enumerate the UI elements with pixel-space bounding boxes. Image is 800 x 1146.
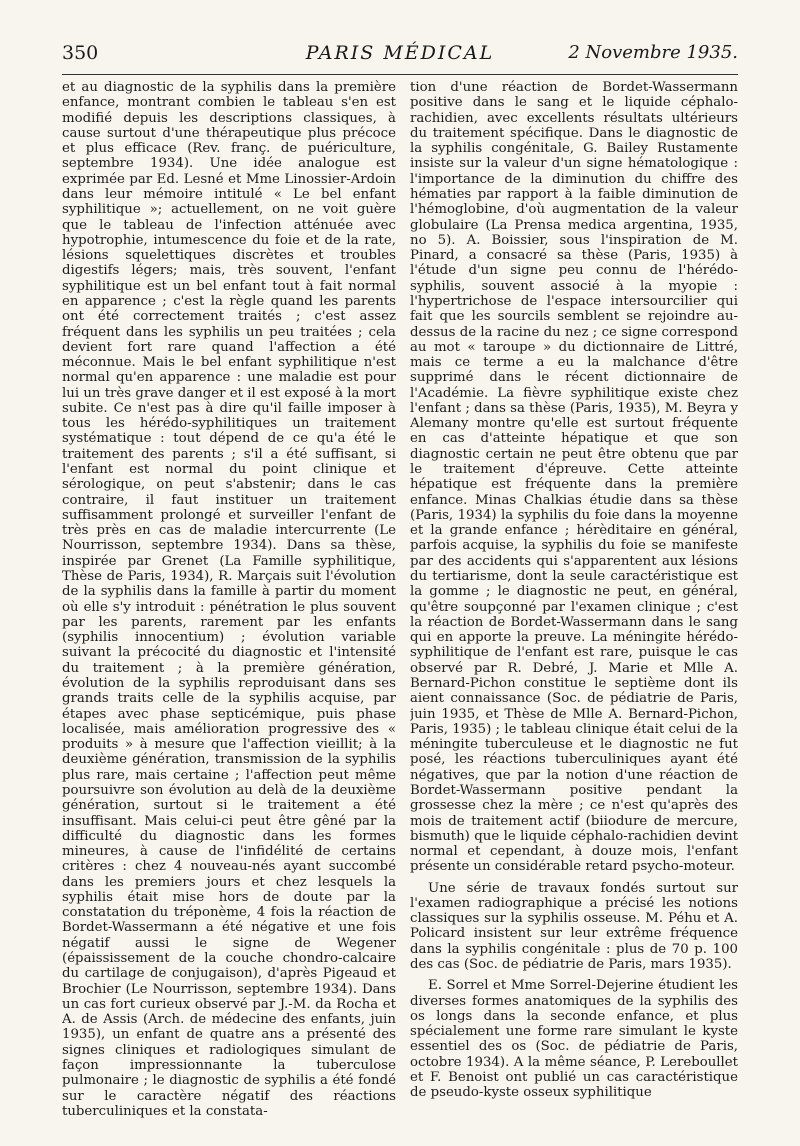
running-title: PARIS MÉDICAL (305, 42, 495, 64)
right-column (410, 80, 738, 1130)
left-column (62, 80, 396, 1130)
paragraph: E. Sorrel et Mme Sorrel-Dejerine étudient les diverses formes anatomiques de la syphilis des os longs dans la seconde enfance, et plus spécialement une forme rare simulant le kyste essentiel des os (Soc. de pédiatrie de Paris, octobre 1934). A la même séance, P. Lereboullet et F. Benoist ont publié un cas caractéristique de pseudo-kyste osseux syphilitique (410, 978, 738, 1101)
paragraph: tion d'une réaction de Bordet-Wassermann positive dans le sang et le liquide céphalo-rachidien, avec excellents résultats ultérieurs du traitement spécifique. Dans le diagnostic de la syphilis congénitale, G. Bailey Rustamente insiste sur la valeur d'un signe hématologique : l'importance de la diminution du chiffre des hématies par rapport à la faible diminution de l'hémoglobine, d'où augmentation de la valeur globulaire (La Prensa medica argentina, 1935, no 5). A. Boissier, sous l'inspiration de M. Pinard, a consacré sa thèse (Paris, 1935) à l'étude d'un signe peu connu de l'hérédo-syphilis, souvent associé à la myopie : l'hypertrichose de l'espace intersourcilier qui fait que les sourcils semblent se rejoindre au-dessus de la racine du nez ; ce signe correspond au mot « taroupe » du dictionnaire de Littré, mais ce terme a eu la malchance d'être supprimé dans le récent dictionnaire de l'Académie. La fièvre syphilitique existe chez l'enfant ; dans sa thèse (Paris, 1935), M. Beyra y Alemany montre qu'elle est surtout fréquente en cas d'atteinte hépatique et que son diagnostic certain ne peut être obtenu que par le traitement d'épreuve. Cette atteinte hépatique est fréquente dans la première enfance. Minas Chalkias étudie dans sa thèse (Paris, 1934) la syphilis du foie dans la moyenne et la grande enfance ; hérèditaire en général, parfois acquise, la syphilis du foie se manifeste par des accidents qui s'apparentent aux lésions du tertiarisme, dont la seule caractéristique est la gomme ; le diagnostic ne peut, en général, qu'être soupçonné par l'examen clinique ; c'est la réaction de Bordet-Wassermann dans le sang qui en apporte la preuve. La méningite hérédo-syphilitique de l'enfant est rare, puisque le cas observé par R. Debré, J. Marie et Mlle A. Bernard-Pichon constitue le septième dont ils aient connaissance (Soc. de pédiatrie de Paris, juin 1935, et Thèse de Mlle A. Bernard-Pichon, Paris, 1935) ; le tableau clinique était celui de la méningite tuberculeuse et le diagnostic ne fut posé, les réactions tuberculiniques ayant été négatives, que par la notion d'une réaction de Bordet-Wassermann positive pendant la grossesse chez la mère ; ce n'est qu'après des mois de traitement actif (biiodure de mercure, bismuth) que le liquide céphalo-rachidien devint normal et cependant, à douze mois, l'enfant présente un considérable retard psycho-moteur. (410, 80, 738, 875)
page-header (62, 40, 738, 75)
page-number: 350 (62, 42, 99, 64)
paragraph: Une série de travaux fondés surtout sur l'examen radiographique a précisé les notions classiques sur la syphilis osseuse. M. Péhu et A. Policard insistent sur leur extrême fréquence dans la syphilis congénitale : plus de 70 p. 100 des cas (Soc. de pédiatrie de Paris, mars 1935). (410, 880, 738, 973)
issue-date: 2 Novembre 1935. (568, 42, 738, 63)
paragraph: et au diagnostic de la syphilis dans la première enfance, montrant combien le tableau s'en est modifié depuis les descriptions classiques, à cause surtout d'une thérapeutique plus précoce et plus efficace (Rev. franç. de puériculture, septembre 1934). Une idée analogue est exprimée par Ed. Lesné et Mme Linossier-Ardoin dans leur mémoire intitulé « Le bel enfant syphilitique »; actuellement, on ne voit guère que le tableau de l'infection atténuée avec hypotrophie, intumescence du foie et de la rate, lésions squelettiques discrètes et troubles digestifs légers; mais, très souvent, l'enfant syphilitique est un bel enfant tout à fait normal en apparence ; c'est la règle quand les parents ont été correctement traités ; c'est assez fréquent dans les syphilis un peu traitées ; cela devient fort rare quand l'affection a été méconnue. Mais le bel enfant syphilitique n'est normal qu'en apparence : une maladie est pour lui un très grave danger et il est exposé à la mort subite. Ce n'est pas à dire qu'il faille imposer à tous les hérédo-syphilitiques un traitement systématique : tout dépend de ce qu'a été le traitement des parents ; s'il a été suffisant, si l'enfant est normal du point clinique et sérologique, on peut s'abstenir; dans le cas contraire, il faut instituer un traitement suffisamment prolongé et surveiller l'enfant de très près en cas de maladie intercurrente (Le Nourrisson, septembre 1934). Dans sa thèse, inspirée par Grenet (La Famille syphilitique, Thèse de Paris, 1934), R. Marçais suit l'évolution de la syphilis dans la famille à partir du moment où elle s'y introduit : pénétration le plus souvent par les parents, rarement par les enfants (syphilis innocentium) ; évolution variable suivant la précocité du diagnostic et l'intensité du traitement ; à la première génération, évolution de la syphilis reproduisant dans ses grands traits celle de la syphilis acquise, par étapes avec phase septicémique, puis phase localisée, mais amélioration progressive des « produits » à mesure que l'affection vieillit; à la deuxième génération, transmission de la syphilis plus rare, mais certaine ; l'affection peut même poursuivre son évolution au delà de la deuxième génération, surtout si le traitement a été insuffisant. Mais celui-ci peut être gêné par la difficulté du diagnostic dans les formes mineures, à cause de l'infidélité de certains critères : chez 4 nouveau-nés ayant succombé dans les premiers jours et chez lesquels la syphilis était mise hors de doute par la constatation du tréponème, 4 fois la réaction de Bordet-Wassermann a été négative et une fois négatif aussi le signe de Wegener (épaississement de la couche chondro-calcaire du cartilage de conjugaison), d'après Pigeaud et Brochier (Le Nourrisson, septembre 1934). Dans un cas fort curieux observé par J.-M. da Rocha et A. de Assis (Arch. de médecine des enfants, juin 1935), un enfant de quatre ans a présenté des signes cliniques et radiologiques simulant de façon impressionnante la tuberculose pulmonaire ; le diagnostic de syphilis a été fondé sur le caractère négatif des réactions tuberculiniques et la constata- (62, 80, 396, 1119)
